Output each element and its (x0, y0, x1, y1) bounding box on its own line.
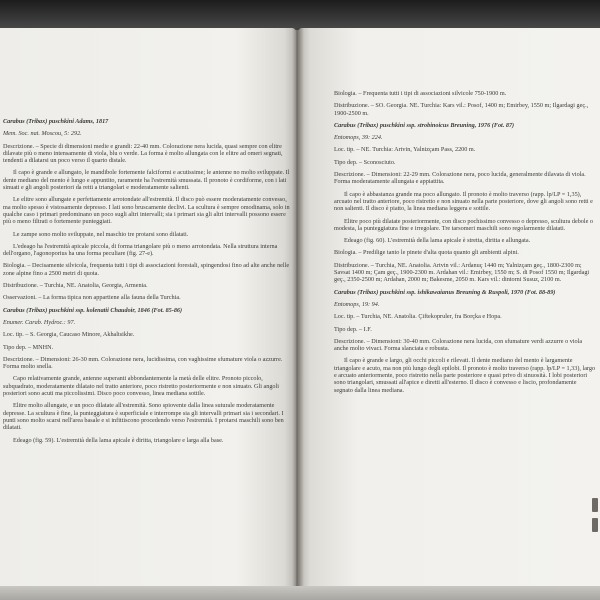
book-gutter (292, 28, 304, 588)
scanner-shadow-top (0, 0, 600, 30)
paragraph: Edeago (fig. 60). L'estremità della lama apicale è stretta, diritta e allungata. (344, 237, 531, 245)
paragraph: Tipo dep. – Sconosciuto. (334, 158, 396, 166)
paragraph: Il capo è abbastanza grande ma poco allungato. Il pronoto è molto traverso (rapp. lp/LP = 1,35), arcuato nel tratto anteriore, poco ristretto e non sinuato nella parte posteriore, dove gli angoli sono retti e non salienti. Il disco è piatto, la linea mediana leggera e sottile. (334, 190, 593, 213)
right-page (298, 28, 600, 588)
book-spread (0, 28, 600, 600)
paragraph: Le zampe sono molto sviluppate, nel maschio tre protarsi sono dilatati. (13, 230, 189, 238)
taxon-heading: Carabus (Tribax) puschkini Adams, 1817 (3, 118, 109, 125)
paragraph: Biologia. – Predilige tanto le pinete d'alta quota quanto gli ambienti alpini. (334, 249, 519, 257)
paragraph: Capo relativamente grande, antenne superanti abbondantemente la metà delle elitre. Pronoto piccolo, subquadrato, moderatamente dilatato nel tratto anteriore, poco ristretto posteriormente e non sinuato. Gli angoli posteriori sono acuti ma piccolissimi. Disco poco convesso, linea mediana sottile. (3, 375, 279, 398)
citation: Entomops, 19: 94. (334, 300, 380, 308)
paragraph: Descrizione. – Dimensioni: 26-30 mm. Colorazione nera, lucidissima, con vaghissime sfumature viola o azzurre. Forma molto snella. (3, 355, 283, 371)
paragraph: Biologia. – Frequenta tutti i tipi di associazioni silvicole 750-1900 m. (334, 90, 507, 97)
page-stack-edge (0, 586, 600, 600)
paragraph: Il capo è grande e largo, gli occhi piccoli e rilevati. Il dente mediano del mento è largamente triangolare e acuto, ma non più lungo degli epilobi. Il pronoto è molto traverso (rapp. lp/LP = 1,33), largo e arcuato anteriormente, poco ristretto nella parte posteriore e quasi privo di sinuosità. I lobi posteriori sono triangolari, smussati all'apice e diretti all'esterno. Il disco è convesso e liscio, profondamente segnato dalla linea mediana. (334, 357, 596, 394)
paragraph: Edeago (fig. 59). L'estremità della lama apicale è diritta, triangolare e larga alla base. (13, 436, 224, 444)
paragraph: Elitre poco più dilatate posteriormente, con disco pochissimo convesso o depresso, scultura debole o modesta, la punteggiatura fine e irregolare. Tre tarsomeri maschili sono regolarmente dilatati. (334, 217, 593, 232)
paragraph: Elitre molto allungate, e un poco dilatate all'estremità. Sono spiovente dalla linea suturale moderatamente depresse. La scultura è fine, la punteggiatura è superficiale e interrompe sia gli intervalli primari sia i secondari. I punti sono molto scarsi nell'area basale e si infittiscono procedendo verso l'estremità. I protarsi maschili sono ben dilatati. (3, 402, 284, 432)
citation: Enumer. Carab. Hydroc.: 97. (3, 318, 76, 326)
paragraph: Le elitre sono allungate e perfettamente arrotondate all'estremità. Il disco può essere moderatamente convesso, ma molto spesso è vistosamente depresso. I lati sono bruscamente declivi. La scultura è sempre omodinama, solo in qualche caso i primari predominano un poco sugli altri intervalli; sia i primari sia gli altri intervalli possono essere più o meno filtrati o fortemente punteggiati. (3, 196, 290, 226)
paragraph: Loc. tip. – Turchia, NE. Anatolia. Çiftekopruler, fra Borçka e Hopa. (334, 313, 502, 321)
left-page (0, 28, 296, 588)
page-edge-marker (592, 498, 598, 512)
right-page-text (334, 90, 596, 399)
paragraph: Tipo dep. – MNHN. (3, 343, 54, 351)
paragraph: Descrizione. – Dimensioni: 30-40 mm. Colorazione nera lucida, con sfumature verdi azzurre o viola anche molto vivaci. Forma slanciata e robusta. (334, 337, 583, 353)
citation: Entomops, 39: 224. (334, 134, 383, 142)
taxon-heading: Carabus (Tribax) puschkini ssp. strobinoicus Breuning, 1976 (Fot. 87) (334, 121, 515, 129)
paragraph: Il capo è grande e allungato, le mandibole fortemente falciformi e acutissime; le antenne no molto sviluppate. Il dente mediano del mento è lungo e appuntito, raramente ha l'estremità smussata. Il pronoto è cordiforme, con i lati sinuati e gli angoli posteriori da retti a triangolari e moderatamente salienti. (3, 169, 290, 192)
paragraph: L'edeago ha l'estremità apicale piccola, di forma triangolare più o meno arrotondata. Nella struttura interna dell'organo, l'agonoporius ha una forma peculiare (fig. 27-e). (3, 242, 278, 258)
paragraph: Tipo dep. – I.F. (334, 325, 372, 333)
citation: Mem. Soc. nat. Moscou, 5: 292. (3, 130, 82, 138)
paragraph: Biologia. – Decisamente silvicola, frequenta tutti i tipi di associazioni forestali, spingendosi fino ad alte anche nelle zone alpine fino a 2500 metri di quota. (3, 262, 290, 277)
paragraph: Distribuzione. – Turchia, NE. Anatolia. Artvin vil.: Ardanuç 1440 m; Yalnizçam geç., 1800-2300 m; Savsat 1400 m; Çam geç., 1900-2300 m. Ardahan vil.: Emirbey, 1550 m; S. di Posof 1550 m; Ilgardagi geç., 2350-2500 m; Ardahan, 2000 m; Bakesme, 2050 m. Kars vil.: dintorni Susuz, 2100 m. (334, 261, 590, 284)
taxon-heading: Carabus (Tribax) puschkini ssp. kolenatii Chaudoir, 1846 (Fot. 85-86) (3, 306, 183, 314)
paragraph: Descrizione. – Specie di dimensioni medie e grandi: 22-40 mm. Colorazione nera lucida, quasi sempre con elitre dilavate più o meno intensamente di viola, blu o verde. La forma è molto allungata con le elitre ad omeri segnati, tendenti a dilatarsi un poco verso il quarto distale. (3, 142, 283, 165)
left-page-text (3, 114, 290, 449)
paragraph: Loc. tip. – S. Georgia, Caucaso Minore, Akhaltsikhe. (3, 331, 135, 339)
paragraph: Osservazioni. – La forma tipica non appartiene alla fauna della Turchia. (3, 294, 181, 302)
paragraph: Descrizione. – Dimensioni: 22-29 mm. Colorazione nera, poco lucida, generalmente dilavata di viola. Forma moderatamente allungata e appiattita. (334, 171, 586, 186)
taxon-heading: Carabus (Tribax) puschkini ssp. ishikawaianus Breuning & Ruspoli, 1970 (Fot. 88-89) (334, 288, 556, 296)
paragraph: Distribuzione. – SO. Georgia. NE. Turchia: Kars vil.: Posof, 1400 m; Emirbey, 1550 m; Ilgardagi geç., 1900-2500 m. (334, 102, 589, 117)
paragraph: Distribuzione. – Turchia, NE. Anatolia, Georgia, Armenia. (3, 282, 148, 290)
page-edge-marker (592, 518, 598, 532)
paragraph: Loc. tip. – NE. Turchia: Artvin, Yalnizçam Pass, 2200 m. (334, 146, 476, 154)
